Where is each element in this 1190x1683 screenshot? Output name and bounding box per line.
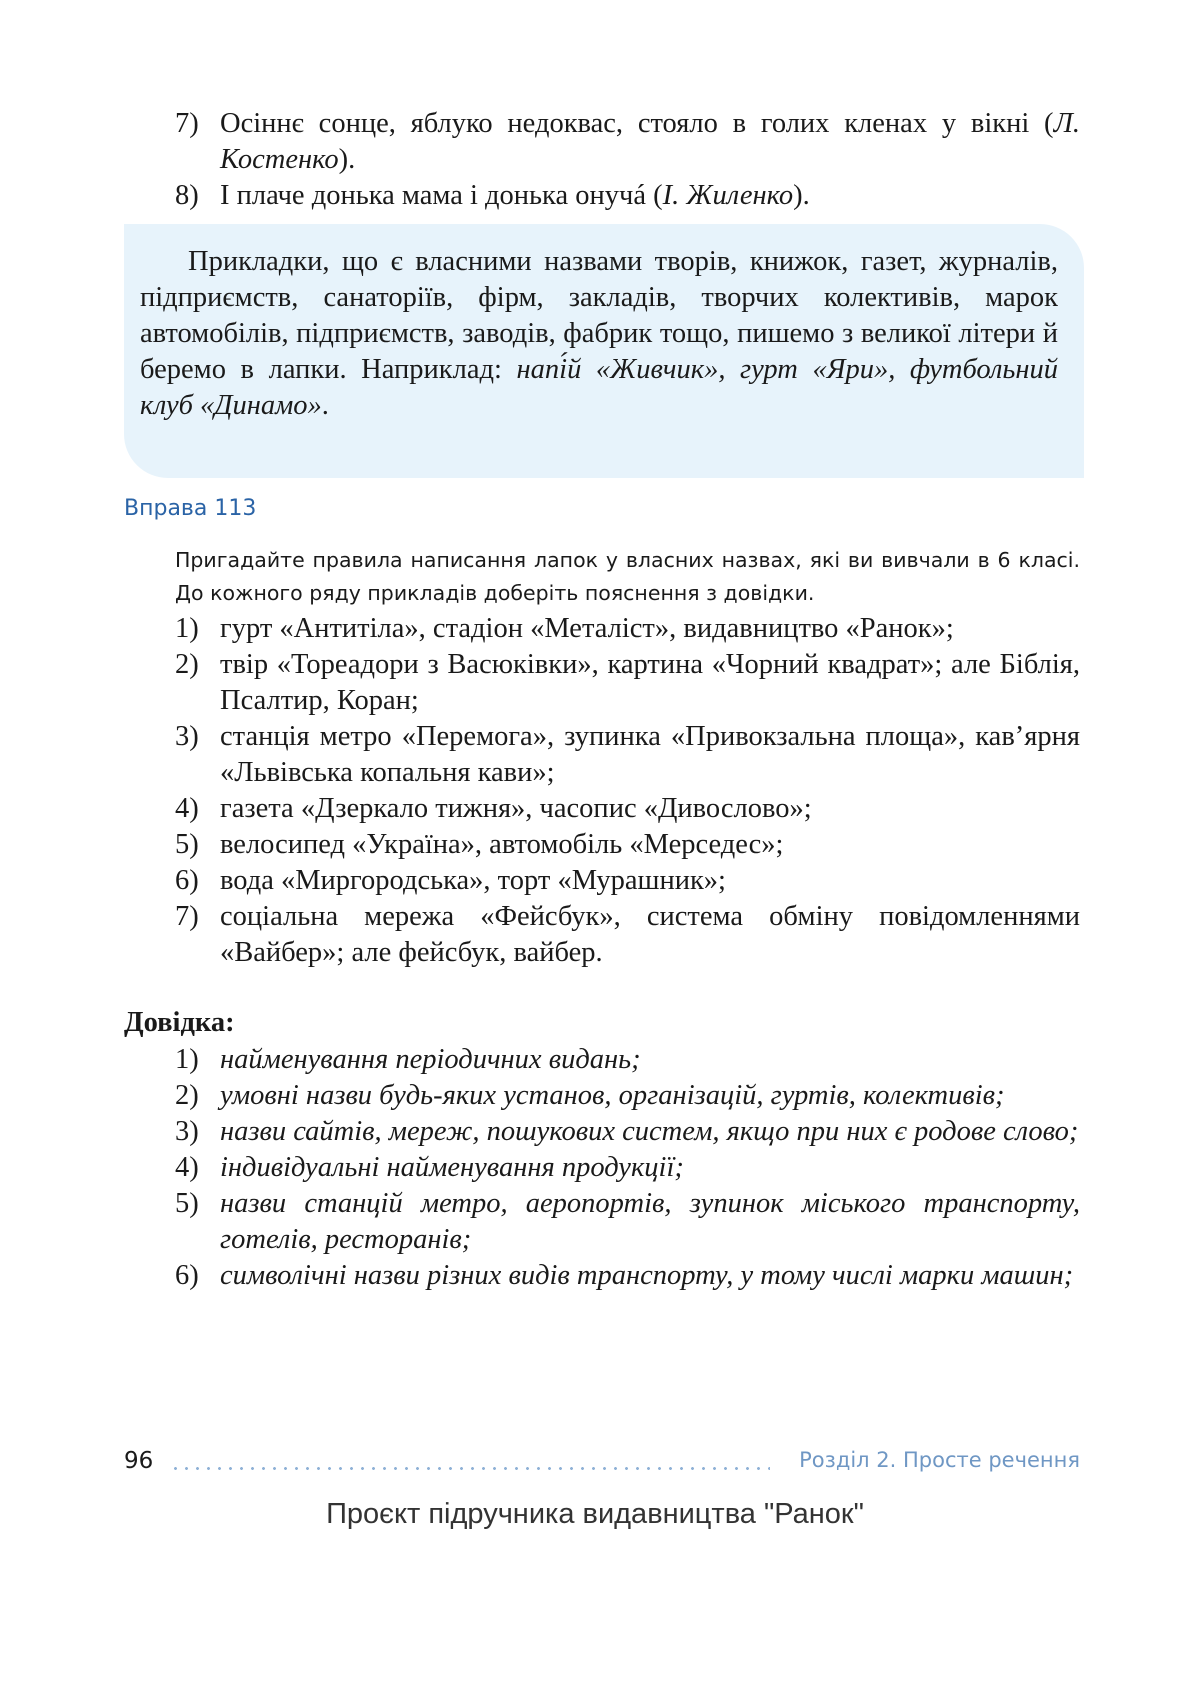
item-text: газета «Дзеркало тижня», часопис «Дивослово»; [220,793,812,824]
list-item [175,1150,1080,1186]
item-text-end: ). [338,144,356,175]
item-number: 6) [175,1260,199,1291]
list-item [175,1078,1080,1114]
section-title: Розділ 2. Просте речення [799,1448,1080,1472]
item-number: 2) [175,649,199,680]
item-text: твір «Тореадори з Васюківки», картина «Чорний квадрат»; але Біблія, Псалтир, Коран; [220,649,1080,716]
item-text: соціальна мережа «Фейсбук», система обміну повідомленнями «Вайбер»; але фейсбук, вайбер. [220,901,1080,968]
item-text: вода «Миргородська», торт «Мурашник»; [220,865,726,896]
item-author: Л. Костенко [220,108,1080,175]
list-item [175,1258,1080,1294]
rule-example: напі́й «Живчик», гурт «Яри», футбольний клуб «Динамо» [140,354,1058,421]
rule-body: Прикладки, що є власними назвами творів, книжок, газет, журналів, підприємств, санаторіїв, фірм, закладів, творчих колективів, марок автомобілів, підприємств, заводів, фабрик тощо, пишемо з великої літери й беремо в лапки. Наприклад: [140,246,1058,385]
list-item [175,1114,1080,1150]
list-item [175,611,1080,647]
item-text: велосипед «Україна», автомобіль «Мерседес»; [220,829,784,860]
item-author: І. Жиленко [662,180,794,211]
item-text: найменування періодичних видань; [220,1044,641,1075]
item-text: гурт «Антитіла», стадіон «Металіст», видавництво «Ранок»; [220,613,954,644]
list-item [175,791,1080,827]
list-item [175,863,1080,899]
list-item [175,1186,1080,1258]
item-number: 6) [175,865,199,896]
list-item [175,106,1080,178]
page-footer [124,1448,1080,1482]
list-item [175,1042,1080,1078]
top-example-list [175,106,1080,214]
item-text: назви сайтів, мереж, пошукових систем, якщо при них є родове слово; [220,1116,1079,1147]
item-text: символічні назви різних видів транспорту, у тому числі марки машин; [220,1260,1074,1291]
item-text: Осіннє сонце, яблуко недоквас, стояло в голих кленах у вікні ( [220,108,1054,139]
item-number: 1) [175,1044,199,1075]
exercise-list [175,611,1080,971]
item-number: 8) [175,180,199,211]
exercise-title: Вправа 113 [124,496,257,521]
item-number: 7) [175,901,199,932]
rule-end: . [321,390,329,421]
list-item [175,178,1080,214]
item-number: 5) [175,1188,199,1219]
item-text-end: ). [793,180,810,211]
rule-text [140,244,1058,424]
item-number: 2) [175,1080,199,1111]
item-number: 3) [175,721,199,752]
item-number: 3) [175,1116,199,1147]
item-number: 4) [175,793,199,824]
rule-box [124,224,1084,478]
item-number: 4) [175,1152,199,1183]
dotted-leader [170,1467,770,1470]
reference-list [175,1042,1080,1294]
list-item [175,827,1080,863]
list-item [175,899,1080,971]
item-number: 7) [175,108,199,139]
item-text: назви станцій метро, аеропортів, зупинок міського транспорту, готелів, ресторанів; [220,1188,1080,1255]
reference-heading: Довідка: [124,1007,235,1038]
item-number: 5) [175,829,199,860]
item-text: індивідуальні найменування продукції; [220,1152,684,1183]
project-watermark: Проєкт підручника видавництва "Ранок" [326,1498,864,1530]
exercise-task: Пригадайте правила написання лапок у власних назвах, які ви вивчали в 6 класі. До кожного ряду прикладів доберіть пояснення з довідки. [175,548,1080,605]
item-text: І плаче донька мама і донька онучá ( [220,180,663,211]
list-item [175,647,1080,719]
item-number: 1) [175,613,199,644]
item-text: умовні назви будь-яких установ, організацій, гуртів, колективів; [220,1080,1005,1111]
item-text: станція метро «Перемога», зупинка «Привокзальна площа», кав’ярня «Львівська копальня кави»; [220,721,1080,788]
list-item [175,719,1080,791]
page-number: 96 [124,1448,154,1474]
